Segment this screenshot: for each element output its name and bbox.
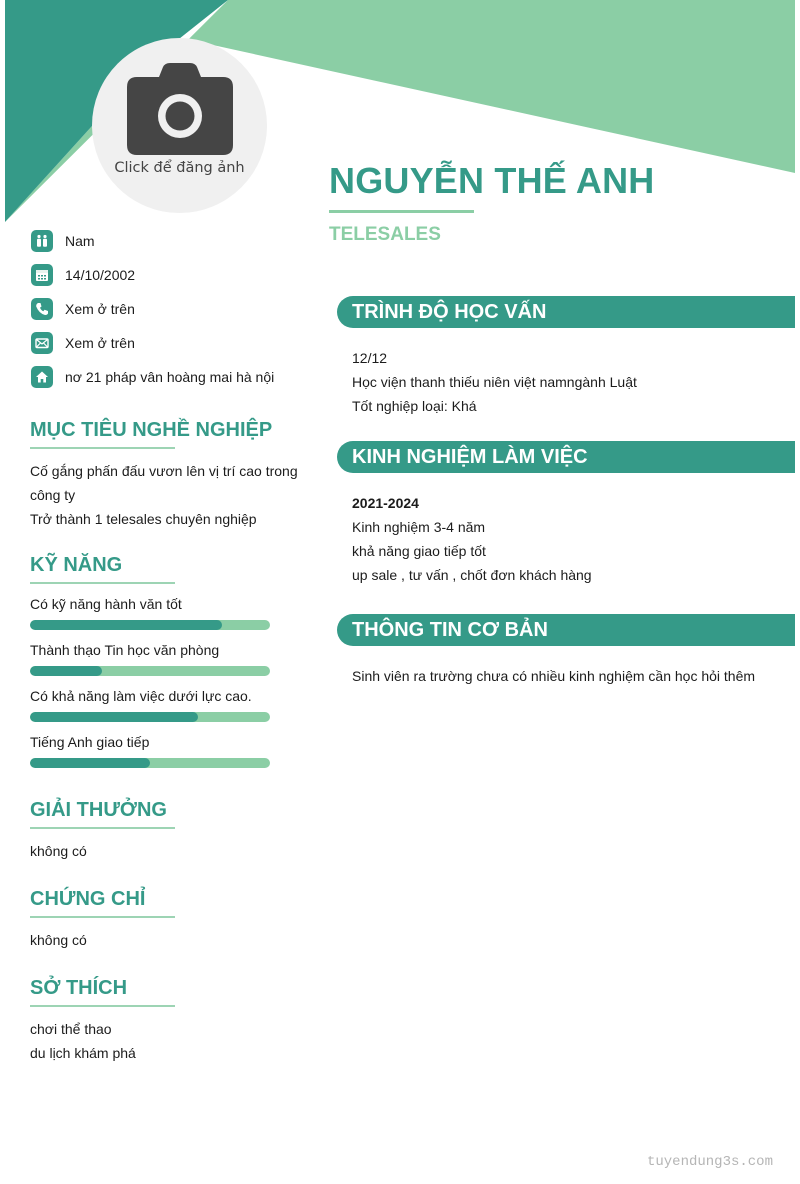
- section-heading: SỞ THÍCH: [30, 977, 128, 999]
- skill-item: [30, 594, 310, 630]
- section-education: [337, 296, 795, 418]
- skill-level-fill: [30, 712, 198, 722]
- contact-email: [31, 326, 274, 360]
- certificates-text: không có: [30, 932, 87, 948]
- skill-name: Có khả năng làm việc dưới lực cao.: [30, 688, 252, 704]
- section-heading: KỸ NĂNG: [30, 554, 123, 576]
- contact-phone-value: Xem ở trên: [65, 301, 135, 317]
- job-title: TELESALES: [329, 224, 441, 245]
- section-awards: [30, 794, 310, 863]
- page-margin-right: [795, 0, 800, 1184]
- skill-name: Tiếng Anh giao tiếp: [30, 734, 150, 750]
- basic-info-line: Sinh viên ra trường chưa có nhiều kinh nghiệm cần học hỏi thêm: [352, 668, 756, 684]
- skill-level-bar: [30, 620, 270, 630]
- skill-level-bar: [30, 712, 270, 722]
- skill-level-bar: [30, 758, 270, 768]
- section-heading: CHỨNG CHỈ: [30, 888, 146, 910]
- section-career-objective: [30, 414, 310, 531]
- skill-level-bar: [30, 666, 270, 676]
- watermark: tuyendung3s.com: [646, 1154, 773, 1170]
- right-column: [337, 296, 795, 688]
- experience-period: 2021-2024: [352, 495, 419, 511]
- objective-line: Trở thành 1 telesales chuyên nghiệp: [30, 511, 257, 527]
- hobby-line: chơi thể thao: [30, 1021, 112, 1037]
- skill-name: Thành thạo Tin học văn phòng: [30, 642, 220, 658]
- hobby-line: du lịch khám phá: [30, 1045, 136, 1061]
- awards-text: không có: [30, 843, 87, 859]
- contact-address-value: nơ 21 pháp vân hoàng mai hà nội: [65, 369, 275, 385]
- section-heading: TRÌNH ĐỘ HỌC VẤN: [337, 296, 795, 328]
- avatar-upload-button[interactable]: [92, 38, 267, 213]
- experience-line: up sale , tư vấn , chốt đơn khách hàng: [352, 567, 592, 583]
- experience-line: Kinh nghiệm 3-4 năm: [352, 519, 486, 535]
- skill-level-fill: [30, 620, 222, 630]
- heading-underline: [30, 447, 175, 449]
- basic-info-body: [337, 664, 795, 688]
- candidate-name: NGUYỄN THẾ ANH: [329, 160, 655, 201]
- section-certificates: [30, 883, 310, 952]
- section-work-experience: [337, 441, 795, 587]
- objective-text: [30, 459, 310, 531]
- education-line: Tốt nghiệp loại: Khá: [352, 398, 477, 414]
- contact-address: [31, 360, 274, 394]
- section-skills: [30, 549, 310, 768]
- skill-level-fill: [30, 666, 102, 676]
- phone-icon: [31, 298, 53, 320]
- section-heading: THÔNG TIN CƠ BẢN: [337, 614, 795, 646]
- skill-name: Có kỹ năng hành văn tốt: [30, 596, 182, 612]
- heading-underline: [30, 1005, 175, 1007]
- left-column: [30, 414, 310, 1065]
- contact-gender: [31, 224, 274, 258]
- section-heading: MỤC TIÊU NGHỀ NGHIỆP: [30, 419, 273, 441]
- calendar-icon: [31, 264, 53, 286]
- contact-email-value: Xem ở trên: [65, 335, 135, 351]
- section-hobbies: [30, 972, 310, 1065]
- contact-list: [31, 224, 274, 394]
- section-basic-info: [337, 614, 795, 688]
- skill-item: [30, 732, 310, 768]
- home-icon: [31, 366, 53, 388]
- skill-item: [30, 686, 310, 722]
- name-underline: [329, 210, 474, 213]
- education-line: 12/12: [352, 350, 388, 366]
- camera-icon: [127, 63, 233, 155]
- heading-underline: [30, 827, 175, 829]
- experience-line: khả năng giao tiếp tốt: [352, 543, 486, 559]
- contact-phone: [31, 292, 274, 326]
- skill-level-fill: [30, 758, 150, 768]
- email-icon: [31, 332, 53, 354]
- education-line: Học viện thanh thiếu niên việt namngành Luật: [352, 374, 637, 390]
- section-heading: KINH NGHIỆM LÀM VIỆC: [337, 441, 795, 473]
- contact-birthday: [31, 258, 274, 292]
- hobbies-text: [30, 1017, 310, 1065]
- section-heading: GIẢI THƯỞNG: [30, 799, 167, 821]
- skill-item: [30, 640, 310, 676]
- contact-birthday-value: 14/10/2002: [65, 267, 136, 283]
- heading-underline: [30, 582, 175, 584]
- education-body: [337, 346, 795, 418]
- page-margin-left: [0, 0, 5, 1184]
- heading-underline: [30, 916, 175, 918]
- gender-icon: [31, 230, 53, 252]
- objective-line: Cố gắng phấn đấu vươn lên vị trí cao trong công ty: [30, 463, 298, 503]
- avatar-upload-label: Click để đăng ảnh: [114, 160, 245, 176]
- experience-body: [337, 491, 795, 587]
- contact-gender-value: Nam: [65, 233, 95, 249]
